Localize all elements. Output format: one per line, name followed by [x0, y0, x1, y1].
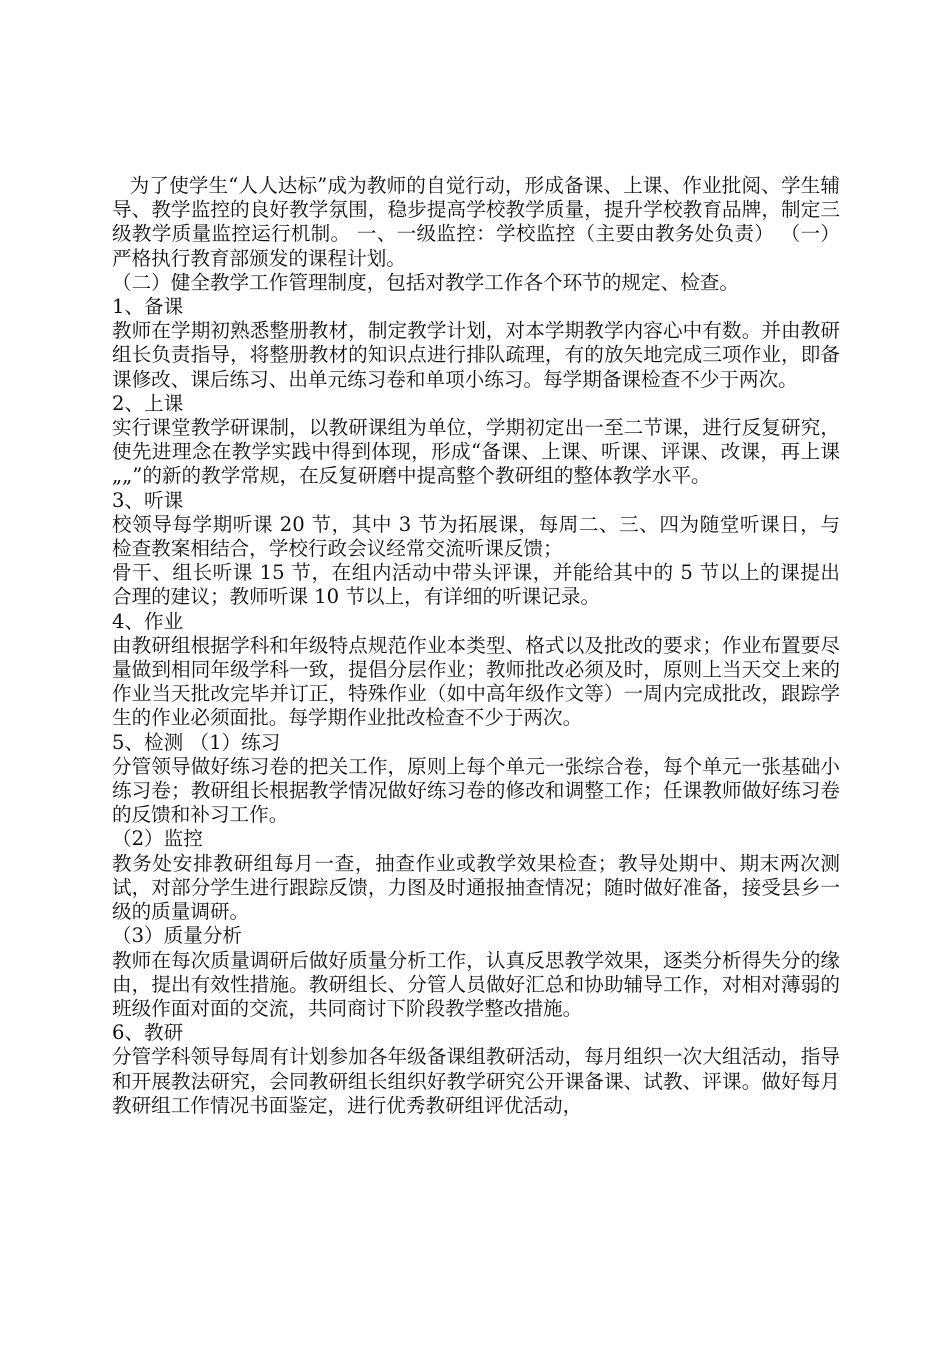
item-heading-class: 2、上课 [112, 391, 184, 415]
item-heading-lesson-prep: 1、备课 [112, 295, 184, 319]
sub-heading-quality-analysis: （3）质量分析 [112, 924, 243, 948]
observation-paragraph-1: 校领导每学期听课 20 节，其中 3 节为拓展课，每周二、三、四为随堂听课日，与检查教案相结合，学校行政会议经常交流听课反馈； [112, 512, 840, 561]
item-heading-homework: 4、作业 [112, 609, 184, 633]
intro-paragraph: 为了使学生“人人达标”成为教师的自觉行动，形成备课、上课、作业批阅、学生辅导、教学监控的良好教学氛围，稳步提高学校教学质量，提升学校教育品牌，制定三级教学质量监控运行机制。 一、一级监控：学校监控（主要由教务处负责） （一）严格执行教育部颁发的课程计划。 [112, 174, 840, 270]
homework-paragraph: 由教研组根据学科和年级特点规范作业本类型、格式以及批改的要求；作业布置要尽量做到相同年级学科一致，提倡分层作业；教师批改必须及时，原则上当天交上来的作业当天批改完毕并订正，特殊作业（如中高年级作文等）一周内完成批改，跟踪学生的作业必须面批。每学期作业批改检查不少于两次。 [112, 633, 840, 730]
observation-paragraph-2: 骨干、组长听课 15 节，在组内活动中带头评课，并能给其中的 5 节以上的课提出合理的建议；教师听课 10 节以上，有详细的听课记录。 [112, 561, 840, 609]
lesson-prep-paragraph: 教师在学期初熟悉整册教材，制定教学计划，对本学期教学内容心中有数。并由教研组长负责指导，将整册教材的知识点进行排队疏理，有的放矢地完成三项作业，即备课修改、课后练习、出单元练习卷和单项小练习。每学期备课检查不少于两次。 [112, 319, 840, 391]
item-heading-research: 6、教研 [112, 1021, 184, 1045]
quality-analysis-paragraph: 教师在每次质量调研后做好质量分析工作，认真反思教学效果，逐类分析得失分的缘由，提出有效性措施。教研组长、分管人员做好汇总和协助辅导工作，对相对薄弱的班级作面对面的交流，共同商讨下阶段教学整改措施。 [112, 948, 840, 1020]
section-heading-2: （二）健全教学工作管理制度，包括对教学工作各个环节的规定、检查。 [112, 270, 739, 294]
item-heading-observation: 3、听课 [112, 488, 184, 512]
class-paragraph: 实行课堂教学研课制，以教研课组为单位，学期初定出一至二节课，进行反复研究，使先进理念在教学实践中得到体现，形成“备课、上课、听课、评课、改课，再上课„„”的新的教学常规，在反复研磨中提高整个教研组的整体教学水平。 [112, 416, 840, 488]
practice-paragraph: 分管领导做好练习卷的把关工作，原则上每个单元一张综合卷，每个单元一张基础小练习卷；教研组长根据教学情况做好练习卷的修改和调整工作；任课教师做好练习卷的反馈和补习工作。 [112, 754, 840, 827]
research-paragraph: 分管学科领导每周有计划参加各年级备课组教研活动，每月组织一次大组活动，指导和开展教法研究，会同教研组长组织好教学研究公开课备课、试教、评课。做好每月教研组工作情况书面鉴定，进行优秀教研组评优活动， [112, 1045, 840, 1117]
monitoring-paragraph: 教务处安排教研组每月一查，抽查作业或教学效果检查；教导处期中、期末两次测试，对部分学生进行跟踪反馈，力图及时通报抽查情况；随时做好准备，接受县乡一级的质量调研。 [112, 851, 840, 924]
sub-heading-monitoring: （2）监控 [112, 827, 203, 851]
item-heading-testing: 5、检测 （1）练习 [112, 730, 281, 754]
document-body [112, 174, 840, 1118]
